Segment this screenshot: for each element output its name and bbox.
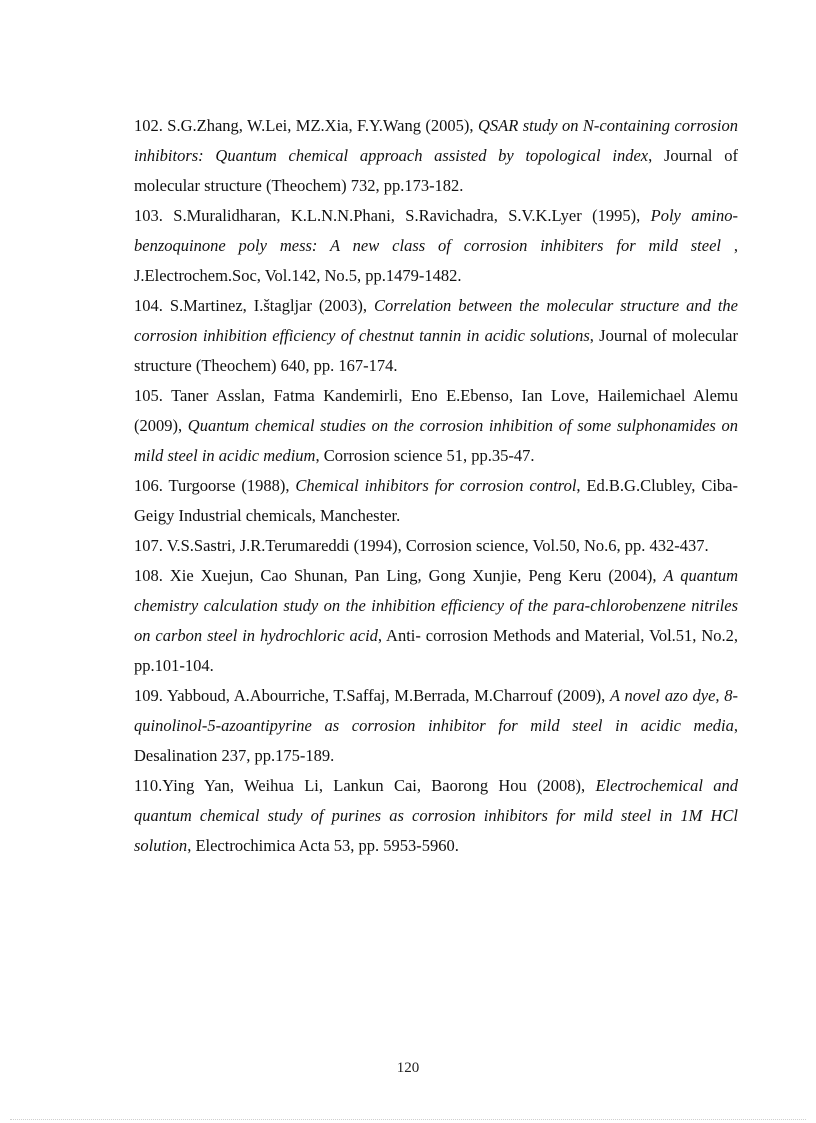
reference-title: A novel azo dye, 8-quinolinol-5-azoantipyrine as corrosion inhibitor for mild steel in acidic media: [134, 686, 738, 735]
reference-item-106: [134, 471, 738, 531]
reference-title: Correlation between the molecular structure and the corrosion inhibition efficiency of chestnut tannin in acidic solutions: [134, 296, 738, 345]
reference-title: Quantum chemical studies on the corrosion inhibition of some sulphonamides on mild steel in acidic medium: [134, 416, 738, 465]
reference-item-102: [134, 111, 738, 201]
reference-authors: 103. S.Muralidharan, K.L.N.N.Phani, S.Ravichadra, S.V.K.Lyer (1995),: [134, 206, 651, 225]
reference-source: , Electrochimica Acta 53, pp. 5953-5960.: [187, 836, 459, 855]
reference-item-110: [134, 771, 738, 861]
reference-title: Chemical inhibitors for corrosion control: [295, 476, 577, 495]
reference-source: , Journal of molecular structure (Theochem) 732, pp.173-182.: [134, 146, 738, 195]
reference-list: [134, 111, 738, 861]
reference-item-107: [134, 531, 738, 561]
reference-authors: 109. Yabboud, A.Abourriche, T.Saffaj, M.Berrada, M.Charrouf (2009),: [134, 686, 611, 705]
page-number: 120: [396, 1060, 420, 1076]
reference-item-105: [134, 381, 738, 471]
reference-item-109: [134, 681, 738, 771]
reference-item-103: [134, 201, 738, 291]
reference-authors: 110.Ying Yan, Weihua Li, Lankun Cai, Baorong Hou (2008),: [134, 776, 596, 795]
reference-item-104: [134, 291, 738, 381]
reference-source: , Ed.B.G.Clubley, Ciba-Geigy Industrial chemicals, Manchester.: [134, 476, 738, 525]
reference-authors: 106. Turgoorse (1988),: [134, 476, 296, 495]
reference-title: Electrochemical and quantum chemical study of purines as corrosion inhibitors for mild steel in 1M HCl solution: [134, 776, 738, 855]
reference-authors: 107. V.S.Sastri, J.R.Terumareddi (1994), Corrosion science, Vol.50, No.6, pp. 432-437.: [134, 536, 709, 555]
reference-title: Poly amino-benzoquinone poly mess: A new class of corrosion inhibiters for mild steel: [134, 206, 738, 255]
reference-title: A quantum chemistry calculation study on the inhibition efficiency of the para-chlorobenzene nitriles on carbon steel in hydrochloric acid: [134, 566, 739, 645]
reference-item-108: [134, 561, 738, 681]
reference-authors: 102. S.G.Zhang, W.Lei, MZ.Xia, F.Y.Wang (2005),: [134, 116, 478, 135]
reference-source: , J.Electrochem.Soc, Vol.142, No.5, pp.1479-1482.: [134, 236, 739, 285]
reference-title: QSAR study on N-containing corrosion inhibitors: Quantum chemical approach assisted by topological index: [134, 116, 738, 165]
reference-source: , Journal of molecular structure (Theochem) 640, pp. 167-174.: [134, 326, 739, 375]
reference-source: , Anti- corrosion Methods and Material, Vol.51, No.2, pp.101-104.: [134, 626, 738, 675]
page-bottom-divider: [10, 1119, 806, 1120]
reference-source: , Desalination 237, pp.175-189.: [134, 716, 738, 765]
reference-authors: 108. Xie Xuejun, Cao Shunan, Pan Ling, Gong Xunjie, Peng Keru (2004),: [134, 566, 664, 585]
reference-authors: 105. Taner Asslan, Fatma Kandemirli, Eno E.Ebenso, Ian Love, Hailemichael Alemu (2009),: [134, 386, 738, 435]
reference-authors: 104. S.Martinez, I.štagljar (2003),: [134, 296, 374, 315]
reference-source: , Corrosion science 51, pp.35-47.: [315, 446, 535, 465]
